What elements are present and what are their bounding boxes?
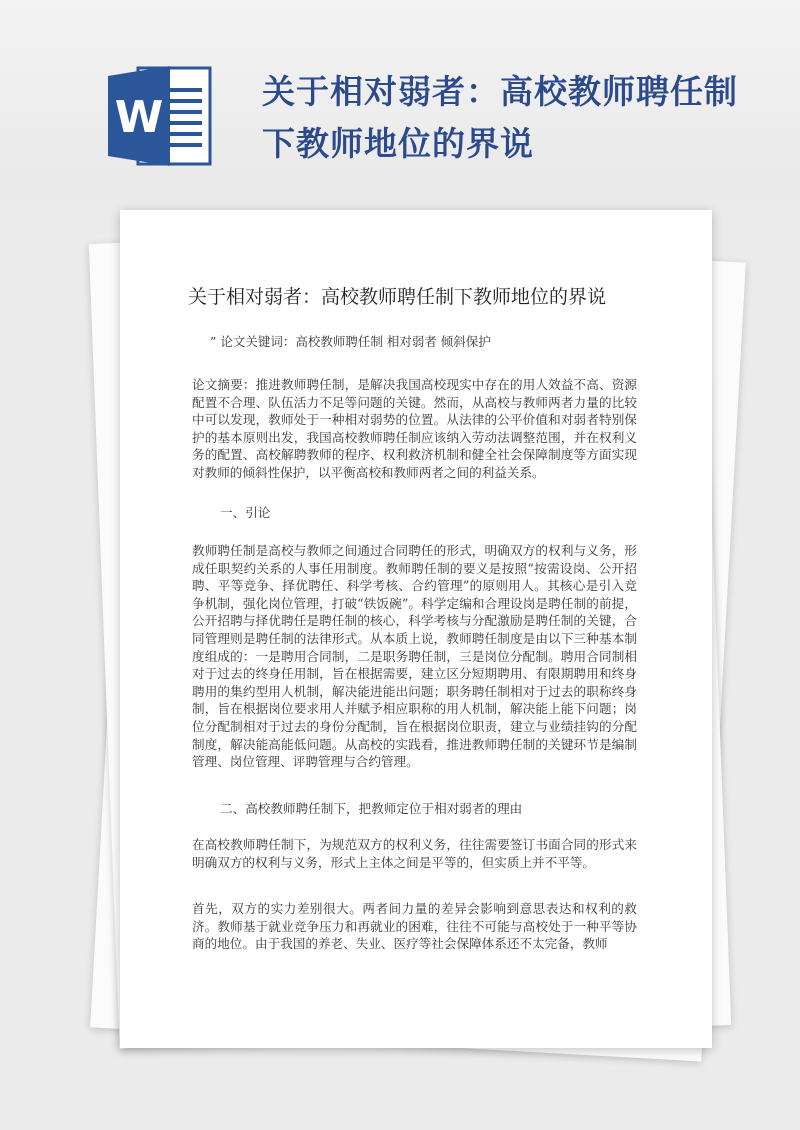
document-page <box>120 210 712 1048</box>
document-title: 关于相对弱者：高校教师聘任制下教师地位的界说 <box>188 286 607 308</box>
introduction-paragraph: 教师聘任制是高校与教师之间通过合同聘任的形式，明确双方的权利与义务，形成任职契约关系的人事任用制度。教师聘任制的要义是按照“按需设岗、公开招聘、平等竞争、择优聘任、科学考核、合约管理”的原则用人。其核心是引入竞争机制，强化岗位管理，打破“铁饭碗”。科学定编和合理设岗是聘任制的前提，公开招聘与择优聘任是聘任制的核心，科学考核与分配激励是聘任制的关键，合同管理则是聘任制的法律形式。从本质上说，教师聘任制度是由以下三种基本制度组成的：一是聘用合同制，二是职务聘任制，三是岗位分配制。聘用合同制相对于过去的终身任用制，旨在根据需要，建立区分短期聘用、有限期聘用和终身聘用的集约型用人机制，解决能进能出问题；职务聘任制相对于过去的职称终身制，旨在根据岗位要求用人并赋予相应职称的用人机制，解决能上能下问题；岗位分配制相对于过去的身份分配制，旨在根据岗位职责，建立与业绩挂钩的分配制度，解决能高能低问题。从高校的实践看，推进教师聘任制的关键环节是编制管理、岗位管理、评聘管理与合约管理。 <box>192 543 637 770</box>
section-heading-reasons: 二、高校教师聘任制下，把教师定位于相对弱者的理由 <box>220 801 523 816</box>
word-document-icon <box>108 60 218 172</box>
word-icon-letter: W <box>114 92 164 143</box>
keywords-line: ” 论文关键词：高校教师聘任制 相对弱者 倾斜保护 <box>210 334 491 349</box>
body-paragraph: 在高校教师聘任制下，为规范双方的权利义务，往往需要签订书面合同的形式来明确双方的权利与义务，形式上主体之间是平等的，但实质上并不平等。 <box>192 837 637 870</box>
section-heading-introduction: 一、引论 <box>220 505 271 520</box>
header-title: 关于相对弱者：高校教师聘任制下教师地位的界说 <box>262 72 738 163</box>
abstract-paragraph: 论文摘要：推进教师聘任制，是解决我国高校现实中存在的用人效益不高、资源配置不合理、队伍活力不足等问题的关键。然而，从高校与教师两者力量的比较中可以发现，教师处于一种相对弱势的位置。从法律的公平价值和对弱者特别保护的基本原则出发，我国高校教师聘任制应该纳入劳动法调整范围，并在权利义务的配置、高校解聘教师的程序、权利救济机制和健全社会保障制度等方面实现对教师的倾斜性保护，以平衡高校和教师两者之间的利益关系。 <box>192 377 637 480</box>
body-paragraph: 首先，双方的实力差别很大。两者间力量的差异会影响到意思表达和权利的救济。教师基于就业竞争压力和再就业的困难，往往不可能与高校处于一种平等协商的地位。由于我国的养老、失业、医疗等社会保障体系还不太完备，教师 <box>192 901 637 952</box>
